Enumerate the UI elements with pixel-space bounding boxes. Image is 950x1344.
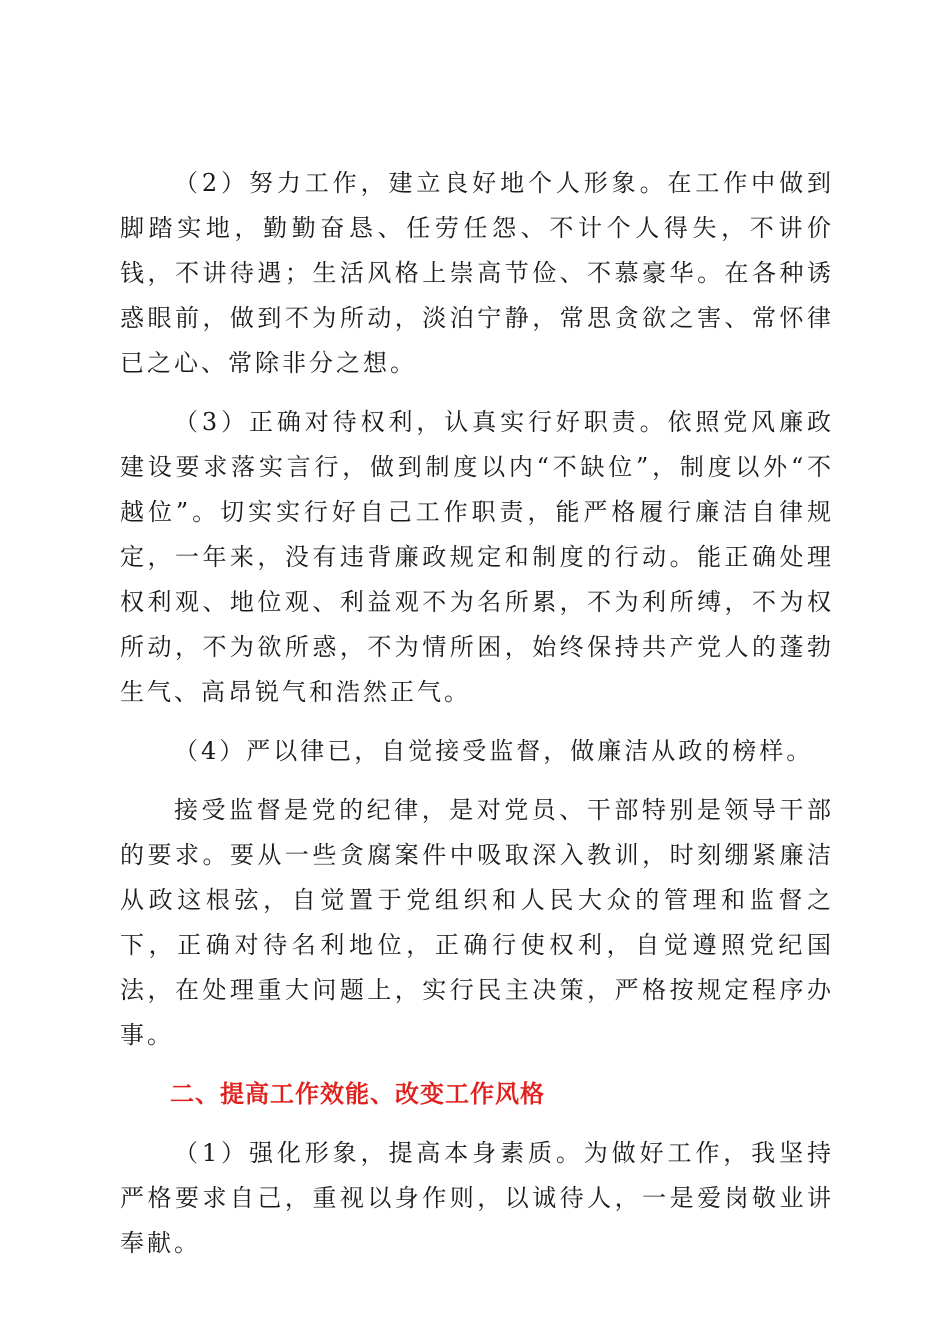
section-heading: 二、提高工作效能、改变工作风格: [170, 1080, 545, 1108]
paragraph-3-treat-rights: （3）正确对待权利，认真实行好职责。依照党风廉政建设要求落实言行，做到制度以内“不缺位”，制度以外“不越位”。切实实行好自己工作职责，能严格履行廉洁自律规定，一年来，没有违背廉政规定和制度的行动。能正确处理权利观、地位观、利益观不为名所累，不为利所缚，不为权所动，不为欲所惑，不为情所困，始终保持共产党人的蓬勃生气、高昂锐气和浩然正气。: [120, 408, 834, 706]
paragraph-accept-supervision: 接受监督是党的纪律，是对党员、干部特别是领导干部的要求。要从一些贪腐案件中吸取深入教训，时刻绷紧廉洁从政这根弦，自觉置于党组织和人民大众的管理和监督之下，正确对待名利地位，正确行使权利，自觉遵照党纪国法，在处理重大问题上，实行民主决策，严格按规定程序办事。: [120, 796, 834, 1049]
document-body: [120, 161, 834, 1280]
paragraph-2-work-hard: （2）努力工作，建立良好地个人形象。在工作中做到脚踏实地，勤勤奋恳、任劳任怨、不计个人得失，不讲价钱，不讲待遇；生活风格上崇高节俭、不慕豪华。在各种诱惑眼前，做到不为所动，淡泊宁静，常思贪欲之害、常怀律已之心、常除非分之想。: [120, 169, 834, 377]
paragraph-4-self-discipline: （4）严以律已，自觉接受监督，做廉洁从政的榜样。: [174, 737, 814, 765]
paragraph-1-strengthen-image: （1）强化形象，提高本身素质。为做好工作，我坚持严格要求自己，重视以身作则，以诚待人，一是爱岗敬业讲奉献。: [120, 1139, 834, 1257]
